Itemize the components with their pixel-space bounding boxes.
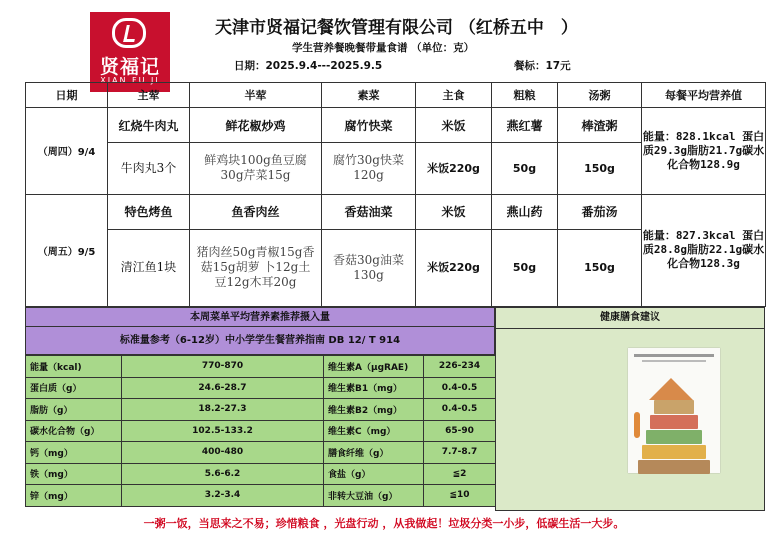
nutrient-name: 非转大豆油（g） [324,485,424,507]
company-logo [90,12,170,92]
col-date: 日期 [26,83,108,108]
col-main-meat: 主荤 [108,83,190,108]
nutrient-name: 膳食纤维（g） [324,442,424,464]
pagoda-tier [642,445,706,459]
nutrient-name: 维生素B1（mg） [324,377,424,399]
nutrient-name: 能量（kcal) [26,356,122,378]
standard-row [26,463,496,485]
nutrient-range: 400-480 [122,442,324,464]
nutrient-range: ≦10 [424,485,496,507]
col-half-meat: 半荤 [190,83,322,108]
pagoda-tier [654,400,694,414]
nutrient-name: 钙（mg） [26,442,122,464]
standard-row [26,377,496,399]
nutrition-summary: 能量：827.3kcal 蛋白质28.8g脂肪22.1g碳水化合物128.3g [642,194,766,306]
nutrient-name: 碳水化合物（g） [26,420,122,442]
dish-coarse-grain: 燕山药 [492,194,558,229]
nutrient-range: 770-870 [122,356,324,378]
nutrient-standard-panel [25,307,495,507]
col-coarse-grain: 粗粮 [492,83,558,108]
dish-vegetable: 腐竹快菜 [322,108,416,143]
nutrient-range: ≦2 [424,463,496,485]
pagoda-caption-bar [634,354,714,357]
dish-staple: 米饭 [416,194,492,229]
standard-table [25,355,496,507]
dish-half-meat: 鱼香肉丝 [190,194,322,229]
pagoda-caption-bar [642,360,706,362]
amount-soup: 150g [558,143,642,195]
pagoda-tier [638,460,710,474]
nutrition-summary: 能量：828.1kcal 蛋白质29.3g脂肪21.7g碳水化合物128.9g [642,108,766,195]
amount-soup: 150g [558,229,642,306]
nutrient-name: 蛋白质（g） [26,377,122,399]
nutrient-name: 脂肪（g） [26,399,122,421]
day-label: （周四）9/4 [26,108,108,195]
standard-row [26,485,496,507]
amount-vegetable: 香菇30g油菜130g [322,229,416,306]
nutrient-range: 0.4-0.5 [424,377,496,399]
footer-slogan: 一粥一饭，当思来之不易；珍惜粮食 ，光盘行动 ，从我做起！垃圾分类一小步，低碳生活一大步。 [143,517,625,530]
nutrient-name: 食盐（g） [324,463,424,485]
dish-main-meat: 红烧牛肉丸 [108,108,190,143]
food-pagoda-image [628,348,720,473]
standard-row [26,399,496,421]
menu-subtitle: 学生营养餐晚餐带量食谱 （单位：克） [292,42,475,54]
dish-soup: 棒渣粥 [558,108,642,143]
table-row [26,108,766,143]
dish-main-meat: 特色烤鱼 [108,194,190,229]
company-title: 天津市贤福记餐饮管理有限公司 （红桥五中 ） [215,18,578,38]
nutrient-range: 24.6-28.7 [122,377,324,399]
meal-fee: 餐标：17元 [514,60,571,72]
amount-staple: 米饭220g [416,143,492,195]
dish-half-meat: 鲜花椒炒鸡 [190,108,322,143]
diet-advice-panel [495,307,765,511]
nutrient-name: 铁（mg） [26,463,122,485]
nutrient-name: 维生素B2（mg） [324,399,424,421]
nutrient-range: 18.2-27.3 [122,399,324,421]
nutrient-name: 维生素A（μgRAE) [324,356,424,378]
nutrient-range: 3.2-3.4 [122,485,324,507]
nutrient-range: 102.5-133.2 [122,420,324,442]
dish-vegetable: 香菇油菜 [322,194,416,229]
amount-staple: 米饭220g [416,229,492,306]
amount-main-meat: 清江鱼1块 [108,229,190,306]
dish-soup: 番茄汤 [558,194,642,229]
day-label: （周五）9/5 [26,194,108,306]
date-range: 日期：2025.9.4---2025.9.5 [234,60,383,72]
amount-coarse-grain: 50g [492,143,558,195]
menu-table [25,82,766,307]
table-row [26,194,766,229]
dish-staple: 米饭 [416,108,492,143]
nutrient-range: 7.7-8.7 [424,442,496,464]
col-soup: 汤粥 [558,83,642,108]
nutrient-range: 226-234 [424,356,496,378]
menu-header-row [26,83,766,108]
advice-title: 健康膳食建议 [496,308,764,329]
logo-text-en: XIAN FU JI [100,76,160,85]
standard-title: 本周菜单平均营养素推荐摄入量 [25,307,495,327]
standard-reference: 标准量参考（6-12岁）中小学学生餐营养指南 DB 12/ T 914 [25,327,495,355]
pagoda-tier [646,430,702,444]
standard-row [26,442,496,464]
dish-coarse-grain: 燕红薯 [492,108,558,143]
logo-seal-icon [112,18,146,48]
logo-text-cn: 贤福记 [99,56,160,78]
amount-vegetable: 腐竹30g快菜120g [322,143,416,195]
amount-coarse-grain: 50g [492,229,558,306]
standard-row [26,420,496,442]
col-nutrition: 每餐平均营养值 [642,83,766,108]
nutrient-name: 锌（mg） [26,485,122,507]
amount-half-meat: 鲜鸡块100g鱼豆腐30g芹菜15g [190,143,322,195]
nutrient-range: 0.4-0.5 [424,399,496,421]
nutrient-range: 5.6-6.2 [122,463,324,485]
pagoda-roof [649,378,693,400]
col-vegetable: 素菜 [322,83,416,108]
col-staple: 主食 [416,83,492,108]
standard-row [26,356,496,378]
pagoda-figure [634,412,640,438]
amount-main-meat: 牛肉丸3个 [108,143,190,195]
pagoda-tier [650,415,698,429]
amount-half-meat: 猪肉丝50g青椒15g香菇15g胡萝 卜12g土豆12g木耳20g [190,229,322,306]
nutrient-range: 65-90 [424,420,496,442]
nutrient-name: 维生素C（mg） [324,420,424,442]
